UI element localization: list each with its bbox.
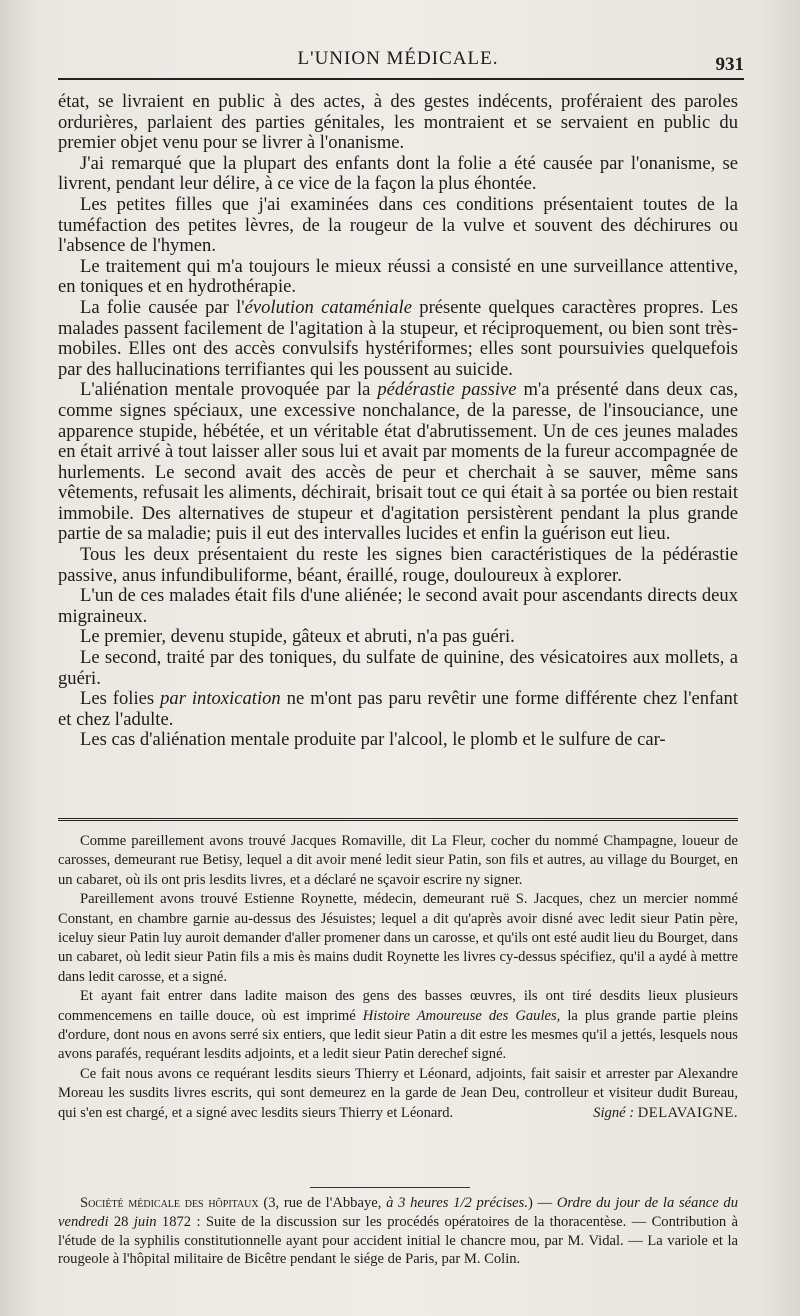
header-rule (58, 78, 744, 80)
paragraph: Les petites filles que j'ai examinées dans ces conditions présentaient toutes de la tuméfaction des petites lèvres, de la rougeur de la vulve et souvent des déchirures ou l'absence de l'hymen. (58, 193, 738, 257)
italic-term: pédérastie passive (377, 379, 517, 401)
italic-term: par intoxication (160, 688, 281, 710)
paragraph: Les cas d'aliénation mentale produite par l'alcool, le plomb et le sulfure de car- (80, 729, 666, 751)
text-span: ) — (527, 1195, 557, 1211)
paragraph (58, 380, 738, 545)
section-divider (58, 818, 738, 823)
running-head: L'UNION MÉDICALE. (297, 48, 499, 69)
text-span: La folie causée par l' (80, 296, 245, 318)
page-header (58, 0, 744, 75)
society-name: Société médicale des hôpitaux (80, 1195, 259, 1211)
text-span: (3, rue de l'Abbaye, (258, 1195, 387, 1211)
footnote-paragraph: Pareillement avons trouvé Estienne Roynette, médecin, demeurant ruë S. Jacques, chez un mercier nommé Constant, en chambre garnie au-dessus des Jésuistes; lequel a dit qu'après avoir disné avec ledit sieur Patin père, iceluy sieur Patin luy auroit demander d'aller promener dans un carosse, et qu'ils ont esté audit lieu du Bourget, dans un cabaret, où ledit sieur Patin fils a mis ès mains dudit Roynette les livres cy-dessus spécifiez, qu'il a aydé à mettre dans ledit carosse, et a signé. (58, 891, 738, 985)
italic-term: évolution cataméniale (244, 296, 412, 318)
text-span: m'a présenté dans deux cas, comme signes spéciaux, une excessive nonchalance, de la paresse, de l'insouciance, une apparence stupide, hébétée, et un véritable état d'abrutissement. Un de ces jeunes malades en était arrivé à tout laisser aller sous lui et avait par moments de la fureur accompagnée de hurlements. Le second avait des accès de peur et cherchait à se sauver, même sans vêtements, refusait les aliments, déchirait, brisait tout ce qui était à sa portée ou bien restait immobile. Des alternatives de stupeur et d'agitation persistèrent pendant la plus grande partie de sa maladie; puis il eut des intervalles lucides et enfin la guérison eut lieu. (58, 379, 738, 545)
footnote-paragraph: Ce fait nous avons ce requérant lesdits sieurs Thierry et Léonard, adjoints, fait saisir et arrester par Alexandre Moreau les susdits livres escrits, qui sont demeurez en la garde de Jean Deu, controlleur et visiteur dudit Bureau, qui s'en est chargé, et a signé avec lesdits sieurs Thierry et Léonard. (58, 1065, 738, 1121)
paragraph (58, 689, 738, 730)
italic-order: Ordre du jour de la séance du vendredi (58, 1195, 738, 1230)
page-number: 931 (715, 54, 744, 75)
short-divider (310, 1187, 470, 1188)
footnote-paragraph (58, 987, 738, 1065)
notice-paragraph (58, 1194, 738, 1269)
italic-time: à 3 heures 1/2 précises. (386, 1195, 528, 1211)
paragraph: J'ai remarqué que la plupart des enfants dont la folie a été causée par l'onanisme, se livrent, pendant leur délire, à ce vice de la façon la plus éhontée. (58, 152, 738, 195)
paragraph: Le second, traité par des toniques, du sulfate de quinine, des vésicatoires aux mollets, a guéri. (58, 647, 738, 689)
text-span: 1872 : Suite de la discussion sur les procédés opératoires de la thoracentèse. — Contribution à l'étude de la syphilis constitutionnelle ayant pour accident initial le chancre mou, par M. Vidal. — La variole et la rougeole à l'hôpital militaire de Bicêtre pendant le siége de Paris, par M. Colin. (58, 1213, 738, 1268)
footnote-text (58, 832, 738, 1123)
text-span: 28 (108, 1213, 134, 1230)
text-span: Les folies (80, 688, 161, 710)
text-span: la plus grande partie pleins d'ordure, dont nous en avons serré six entiers, que ledit sieur Patin a dit estre les mesmes qu'il a jettés, lesquels nous avons parafés, requérant lesdits adjoints, et a ledit sieur Patin derechef signé. (58, 1007, 739, 1063)
paragraph (58, 298, 738, 380)
text-span: Et ayant fait entrer dans ladite maison des gens des basses œuvres, ils ont tiré desdits lieux plusieurs commencemens en taille douce, où est imprimé (58, 988, 738, 1024)
italic-title: Histoire Amoureuse des Gaules, (362, 1007, 561, 1024)
main-text (58, 92, 738, 751)
text-span: présente quelques caractères propres. Les malades passent facilement de l'agitation à la stupeur, et réciproquement, ou bien sont très-mobiles. Elles ont des accès convulsifs hystériformes; elles sont poursuivies quelquefois par des hallucinations terrifiantes qui les poussent au suicide. (58, 296, 738, 380)
footnote-paragraph: Comme pareillement avons trouvé Jacques Romaville, dit La Fleur, cocher du nommé Champagne, loueur de carosses, demeurant rue Betisy, lequel a dit avoir mené ledit sieur Patin, son fils et autres, au village du Bourget, en un cabaret, où ils ont pris lesdits livres, et a déclaré ne sçavoir escrire ny signer. (58, 833, 738, 888)
signed-name: DELAVAIGNE. (637, 1104, 738, 1121)
signed-label: Signé : (593, 1104, 635, 1121)
text-span: ne m'ont pas paru revêtir une forme différente chez l'enfant et chez l'adulte. (58, 688, 738, 730)
paragraph: Le traitement qui m'a toujours le mieux réussi a consisté en une surveillance attentive, en toniques et en hydrothérapie. (58, 255, 738, 298)
paragraph: Le premier, devenu stupide, gâteux et abruti, n'a pas guéri. (80, 626, 515, 648)
paragraph: L'un de ces malades était fils d'une aliénée; le second avait pour ascendants directs deux migraineux. (58, 585, 738, 627)
paragraph: Tous les deux présentaient du reste les signes bien caractéristiques de la pédérastie passive, anus infundibuliforme, béant, éraillé, rouge, douloureux à explorer. (58, 544, 738, 586)
italic-month: juin (133, 1213, 157, 1230)
society-notice (58, 1194, 738, 1269)
paragraph: état, se livraient en public à des actes, à des gestes indécents, proféraient des paroles ordurières, parlaient des parties génitales, les montraient et se servaient en public du premier objet venu pour se livrer à l'onanisme. (58, 91, 738, 154)
text-span: L'aliénation mentale provoquée par la (80, 379, 378, 401)
